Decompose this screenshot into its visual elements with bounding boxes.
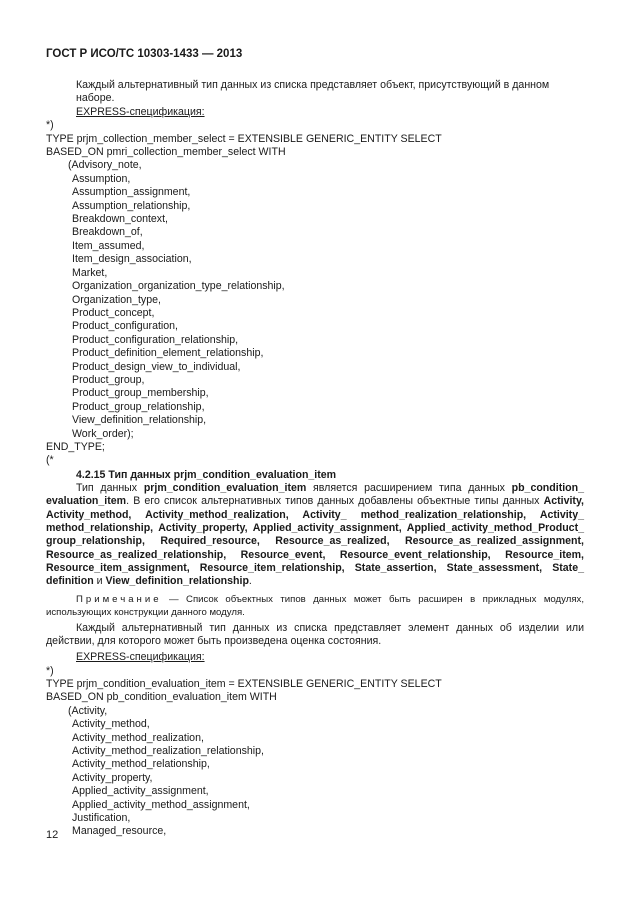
- list-item: Product_design_view_to_individual,: [72, 360, 241, 373]
- list-item: Item_design_association,: [72, 253, 192, 266]
- code-close: (*: [46, 454, 54, 467]
- list-item: Item_assumed,: [72, 239, 145, 252]
- text-segment: и: [93, 575, 106, 588]
- select-list: [46, 159, 584, 441]
- document-header: ГОСТ Р ИСО/ТС 10303-1433 — 2013: [46, 48, 243, 60]
- express-label: EXPRESS-спецификация:: [76, 105, 205, 118]
- bold-term: prjm_condition_evaluation_item: [143, 482, 307, 495]
- text-segment: .: [248, 575, 252, 588]
- list-item: Managed_resource,: [72, 825, 167, 838]
- section-heading: 4.2.15 Тип данных prjm_condition_evaluation_item: [76, 468, 337, 481]
- note: [46, 593, 584, 619]
- list-item: Product_group,: [72, 373, 145, 386]
- list-item: Assumption_assignment,: [72, 186, 191, 199]
- list-item: Activity_method_realization,: [72, 731, 204, 744]
- express-label-2: EXPRESS-спецификация:: [76, 651, 205, 664]
- page-content: [46, 79, 584, 839]
- text-segment: является расширением типа данных: [306, 482, 512, 495]
- list-item: Work_order);: [72, 427, 134, 440]
- list-item: Breakdown_of,: [72, 226, 143, 239]
- code2-based-line: BASED_ON pb_condition_evaluation_item WITH: [46, 691, 277, 704]
- code-type-line: TYPE prjm_collection_member_select = EXTENSIBLE GENERIC_ENTITY SELECT: [46, 132, 442, 145]
- list-item: Assumption_relationship,: [72, 199, 191, 212]
- code-based-line: BASED_ON pmri_collection_member_select WITH: [46, 146, 286, 159]
- code2-open: *): [46, 664, 54, 677]
- page-number: 12: [46, 829, 59, 841]
- section-paragraph: [46, 482, 584, 588]
- list-item: Product_definition_element_relationship,: [72, 347, 264, 360]
- bold-term: pb_condition_ evaluation_item: [46, 482, 584, 508]
- code-end: END_TYPE;: [46, 440, 105, 453]
- list-item: Product_configuration,: [72, 320, 179, 333]
- list-item: Activity_method_relationship,: [72, 758, 210, 771]
- list-item: Justification,: [72, 812, 131, 825]
- list-item: Activity_method_realization_relationship,: [72, 745, 264, 757]
- list-item: (Advisory_note,: [68, 159, 142, 172]
- list-item: Breakdown_context,: [72, 213, 168, 226]
- list-item: Product_group_membership,: [72, 387, 209, 400]
- list-item: Organization_type,: [72, 293, 161, 306]
- list-item: (Activity,: [68, 704, 108, 717]
- list-item: Applied_activity_method_assignment,: [72, 798, 250, 811]
- bold-term: Activity, Activity_method, Activity_method_realization, Activity_ method_realization_relationship, Activity_ method_relationship, Activity_property, Applied_activity_assignment, Applied_activity_method_Product_ group_relationship, Required_resource, Resource_as_realized, Resource_as_realized_assignment, Resource_as_realized_relationship, Resource_event, Resource_event_relationship, Resource_item, Resource_item_assignment, Resource_item_relationship, State_assertion, State_assessment, State_ definition: [46, 495, 584, 588]
- list-item: Product_configuration_relationship,: [72, 333, 239, 346]
- list-item: Activity_property,: [72, 771, 153, 784]
- list-item: View_definition_relationship,: [72, 414, 207, 427]
- list-item: Organization_organization_type_relationship,: [72, 280, 285, 293]
- intro-text: Каждый альтернативный тип данных из списка представляет объект, присутствующий в данном наборе.: [76, 79, 550, 105]
- list-item: Activity_method,: [72, 718, 150, 731]
- bold-term: View_definition_relationship: [105, 575, 249, 588]
- note-label: Примечание: [76, 593, 162, 605]
- code-open: *): [46, 119, 54, 132]
- text-segment: Тип данных: [76, 482, 144, 495]
- code2-type-line: TYPE prjm_condition_evaluation_item = EXTENSIBLE GENERIC_ENTITY SELECT: [46, 677, 442, 690]
- paragraph-2: Каждый альтернативный тип данных из списка представляет элемент данных об изделии или действии, для которого может быть произведена оценка состояния.: [46, 621, 584, 647]
- list-item: Product_group_relationship,: [72, 400, 205, 413]
- note-text: — Список объектных типов данных может быть расширен в прикладных модулях, использующих конструкции данного модуля.: [46, 593, 584, 618]
- list-item: Assumption,: [72, 172, 131, 185]
- list-item: Market,: [72, 266, 108, 279]
- text-segment: . В его список альтернативных типов данных добавлены объектные типы данных: [126, 495, 544, 508]
- list-item: Product_concept,: [72, 306, 155, 319]
- list-item: Applied_activity_assignment,: [72, 785, 209, 798]
- select-list-2: [46, 705, 584, 839]
